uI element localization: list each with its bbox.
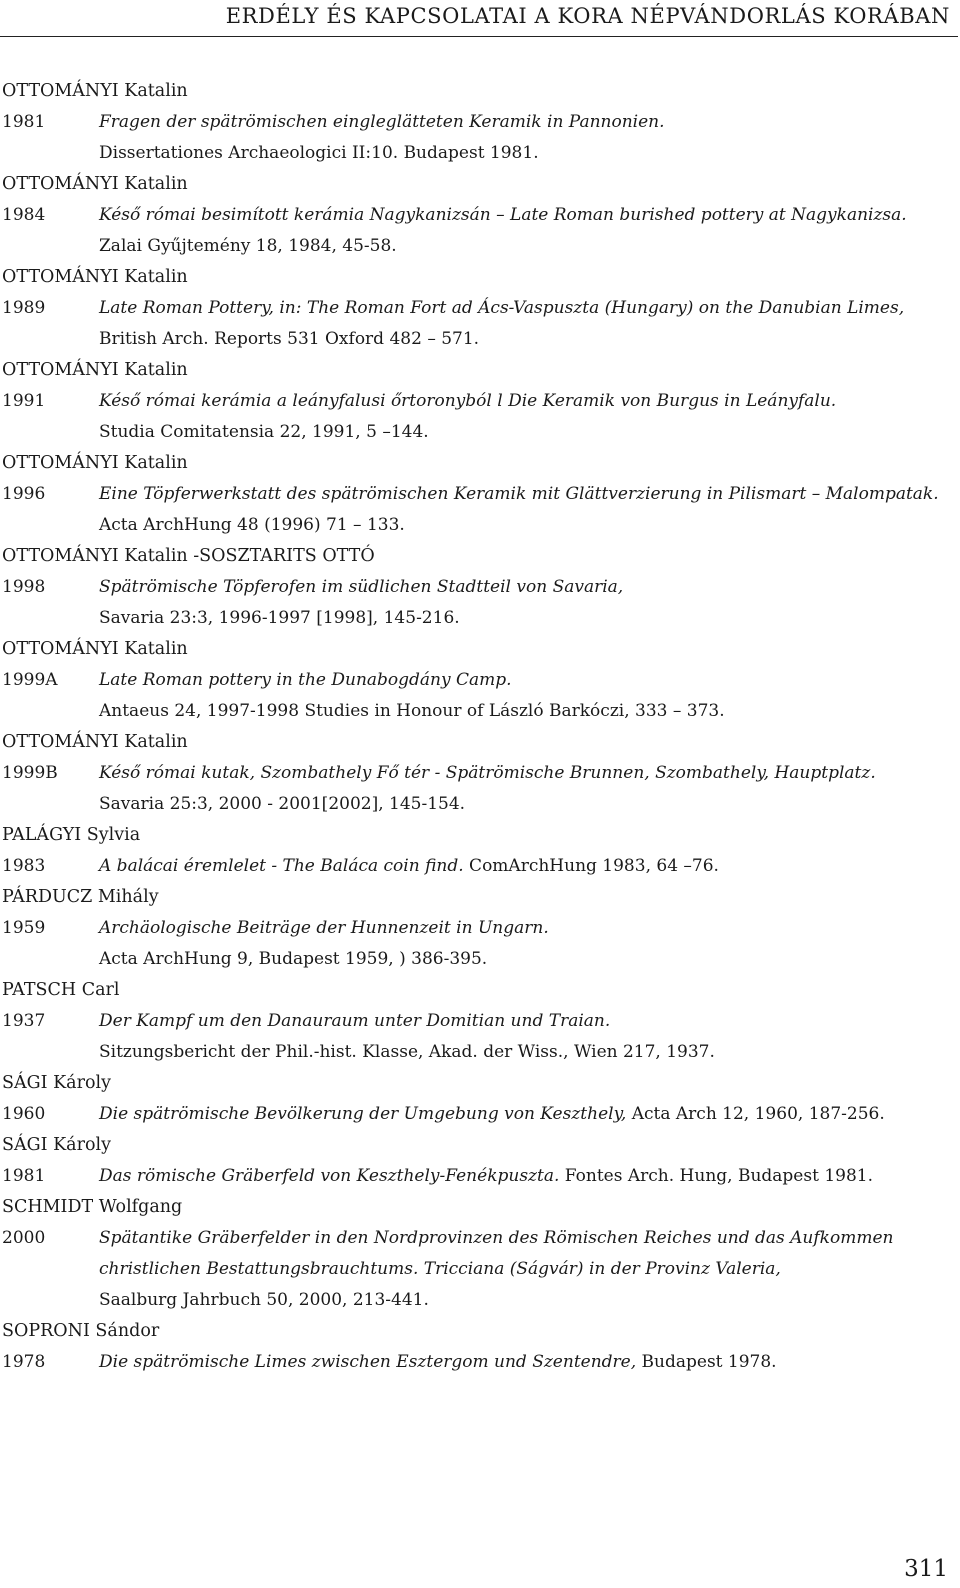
entry-line <box>2 1223 952 1254</box>
entry-author: PALÁGYI Sylvia <box>2 825 141 845</box>
entry-year: 1981 <box>2 1166 46 1186</box>
entry-author: OTTOMÁNYI Katalin <box>2 81 188 101</box>
entry-title-segment: A balácai éremlelet - The Baláca coin find. <box>99 856 464 876</box>
entry-source-segment: Savaria 25:3, 2000 - 2001[2002], 145-154. <box>99 794 466 814</box>
entry-line <box>2 138 952 169</box>
entry-line <box>2 200 952 231</box>
entry-line <box>2 913 952 944</box>
entry-author: PATSCH Carl <box>2 980 120 1000</box>
bibliography-entry <box>2 1192 952 1316</box>
entry-text <box>99 1161 952 1192</box>
entry-year: 1959 <box>2 918 46 938</box>
bibliography-entry <box>2 1130 952 1192</box>
entry-source-segment: Budapest 1978. <box>636 1352 777 1372</box>
entry-author: PÁRDUCZ Mihály <box>2 887 159 907</box>
entry-author: OTTOMÁNYI Katalin -SOSZTARITS OTTÓ <box>2 546 375 566</box>
bibliography-entry <box>2 262 952 355</box>
entry-author: OTTOMÁNYI Katalin <box>2 639 188 659</box>
entry-text <box>99 1347 952 1378</box>
entry-year: 1978 <box>2 1352 46 1372</box>
entry-text <box>99 665 952 696</box>
entry-line <box>2 603 952 634</box>
bibliography-entry <box>2 975 952 1068</box>
bibliography-entry <box>2 820 952 882</box>
entry-line <box>2 944 952 975</box>
entry-line <box>2 1006 952 1037</box>
entry-text <box>99 603 952 634</box>
entry-line <box>2 386 952 417</box>
entry-text <box>99 913 952 944</box>
entry-author: OTTOMÁNYI Katalin <box>2 732 188 752</box>
entry-line <box>2 758 952 789</box>
entry-text <box>99 479 952 510</box>
entry-title-segment: Die spätrömische Limes zwischen Esztergom und Szentendre, <box>99 1352 637 1372</box>
entry-text <box>99 1285 952 1316</box>
entry-text <box>99 572 952 603</box>
entry-author: OTTOMÁNYI Katalin <box>2 267 188 287</box>
entry-text <box>99 231 952 262</box>
entry-title-segment: Késő római besimított kerámia Nagykanizsán – Late Roman burished pottery at Nagykanizsa. <box>99 205 907 225</box>
entry-title-segment: christlichen Bestattungsbrauchtums. Tricciana (Ságvár) in der Provinz Valeria, <box>99 1259 781 1279</box>
entry-title-segment: Késő római kutak, Szombathely Fő tér - Spätrömische Brunnen, Szombathely, Hauptplatz. <box>99 763 876 783</box>
entry-text <box>99 324 952 355</box>
entry-text <box>99 1254 952 1285</box>
entry-line <box>2 231 952 262</box>
entry-text <box>99 1006 952 1037</box>
entry-source-segment: Fontes Arch. Hung, Budapest 1981. <box>559 1166 873 1186</box>
entry-year: 1983 <box>2 856 46 876</box>
entry-year: 1996 <box>2 484 46 504</box>
bibliography-entry <box>2 448 952 541</box>
bibliography-entry <box>2 1316 952 1378</box>
entry-source-segment: Acta ArchHung 9, Budapest 1959, ) 386-395. <box>99 949 488 969</box>
entry-source-segment: British Arch. Reports 531 Oxford 482 – 571. <box>99 329 480 349</box>
entry-source-segment: Acta ArchHung 48 (1996) 71 – 133. <box>99 515 405 535</box>
entry-title-segment: Eine Töpferwerkstatt des spätrömischen Keramik mit Glättverzierung in Pilismart – Malompatak. <box>99 484 939 504</box>
entry-text <box>99 696 952 727</box>
entry-line <box>2 851 952 882</box>
bibliography-entry <box>2 882 952 975</box>
bibliography-entry <box>2 169 952 262</box>
entry-year: 2000 <box>2 1228 46 1248</box>
entry-text <box>99 417 952 448</box>
entry-year: 1999B <box>2 763 58 783</box>
entry-text <box>99 293 952 324</box>
entry-line <box>2 510 952 541</box>
entry-year: 1998 <box>2 577 46 597</box>
entry-line <box>2 789 952 820</box>
bibliography-list <box>2 76 952 1378</box>
entry-line <box>2 1161 952 1192</box>
bibliography-entry <box>2 355 952 448</box>
entry-title-segment: Spätrömische Töpferofen im südlichen Stadtteil von Savaria, <box>99 577 624 597</box>
entry-author: OTTOMÁNYI Katalin <box>2 453 188 473</box>
header-rule <box>0 36 958 37</box>
entry-line <box>2 696 952 727</box>
bibliography-entry <box>2 1068 952 1130</box>
entry-line <box>2 1254 952 1285</box>
entry-text <box>99 944 952 975</box>
entry-title-segment: Fragen der spätrömischen eingleglätteten Keramik in Pannonien. <box>99 112 665 132</box>
entry-author: SCHMIDT Wolfgang <box>2 1197 183 1217</box>
entry-text <box>99 1099 952 1130</box>
entry-title-segment: Late Roman Pottery, in: The Roman Fort ad Ács-Vaspuszta (Hungary) on the Danubian Limes, <box>99 298 905 318</box>
entry-year: 1989 <box>2 298 46 318</box>
entry-source-segment: Zalai Gyűjtemény 18, 1984, 45-58. <box>99 236 397 256</box>
entry-line <box>2 1347 952 1378</box>
entry-text <box>99 1223 952 1254</box>
entry-source-segment: Sitzungsbericht der Phil.-hist. Klasse, Akad. der Wiss., Wien 217, 1937. <box>99 1042 715 1062</box>
entry-year: 1991 <box>2 391 46 411</box>
entry-source-segment: Dissertationes Archaeologici II:10. Budapest 1981. <box>99 143 539 163</box>
entry-author: SÁGI Károly <box>2 1073 111 1093</box>
bibliography-entry <box>2 76 952 169</box>
entry-line <box>2 293 952 324</box>
running-header-title: ERDÉLY ÉS KAPCSOLATAI A KORA NÉPVÁNDORLÁS KORÁBAN <box>225 4 950 28</box>
entry-author: SÁGI Károly <box>2 1135 111 1155</box>
entry-line <box>2 417 952 448</box>
entry-line <box>2 1037 952 1068</box>
entry-line <box>2 572 952 603</box>
bibliography-entry <box>2 634 952 727</box>
entry-title-segment: Késő római kerámia a leányfalusi őrtoronyból l Die Keramik von Burgus in Leányfalu. <box>99 391 837 411</box>
entry-source-segment: Studia Comitatensia 22, 1991, 5 –144. <box>99 422 429 442</box>
entry-year: 1937 <box>2 1011 46 1031</box>
entry-year: 1984 <box>2 205 46 225</box>
entry-year: 1981 <box>2 112 46 132</box>
entry-author: OTTOMÁNYI Katalin <box>2 360 188 380</box>
entry-source-segment: Saalburg Jahrbuch 50, 2000, 213-441. <box>99 1290 429 1310</box>
entry-source-segment: Savaria 23:3, 1996-1997 [1998], 145-216. <box>99 608 460 628</box>
entry-year: 1999A <box>2 670 58 690</box>
entry-line <box>2 1285 952 1316</box>
entry-text <box>99 200 952 231</box>
entry-text <box>99 758 952 789</box>
bibliography-entry <box>2 727 952 820</box>
entry-line <box>2 479 952 510</box>
entry-author: OTTOMÁNYI Katalin <box>2 174 188 194</box>
entry-title-segment: Spätantike Gräberfelder in den Nordprovinzen des Römischen Reiches und das Aufkommen <box>99 1228 894 1248</box>
entry-text <box>99 138 952 169</box>
page-number: 311 <box>904 1556 948 1582</box>
entry-year: 1960 <box>2 1104 46 1124</box>
entry-source-segment: Acta Arch 12, 1960, 187-256. <box>626 1104 885 1124</box>
entry-author: SOPRONI Sándor <box>2 1321 160 1341</box>
entry-text <box>99 510 952 541</box>
bibliography-entry <box>2 541 952 634</box>
entry-title-segment: Der Kampf um den Danauraum unter Domitian und Traian. <box>99 1011 611 1031</box>
entry-source-segment: Antaeus 24, 1997-1998 Studies in Honour of László Barkóczi, 333 – 373. <box>99 701 725 721</box>
entry-text <box>99 386 952 417</box>
entry-title-segment: Das römische Gräberfeld von Keszthely-Fenékpuszta. <box>99 1166 560 1186</box>
entry-title-segment: Archäologische Beiträge der Hunnenzeit in Ungarn. <box>99 918 549 938</box>
entry-line <box>2 665 952 696</box>
entry-text <box>99 107 952 138</box>
entry-text <box>99 1037 952 1068</box>
entry-text <box>99 851 952 882</box>
entry-line <box>2 324 952 355</box>
entry-line <box>2 1099 952 1130</box>
entry-line <box>2 107 952 138</box>
entry-title-segment: Late Roman pottery in the Dunabogdány Camp. <box>99 670 512 690</box>
entry-title-segment: Die spätrömische Bevölkerung der Umgebung von Keszthely, <box>99 1104 627 1124</box>
entry-source-segment: ComArchHung 1983, 64 –76. <box>463 856 719 876</box>
entry-text <box>99 789 952 820</box>
